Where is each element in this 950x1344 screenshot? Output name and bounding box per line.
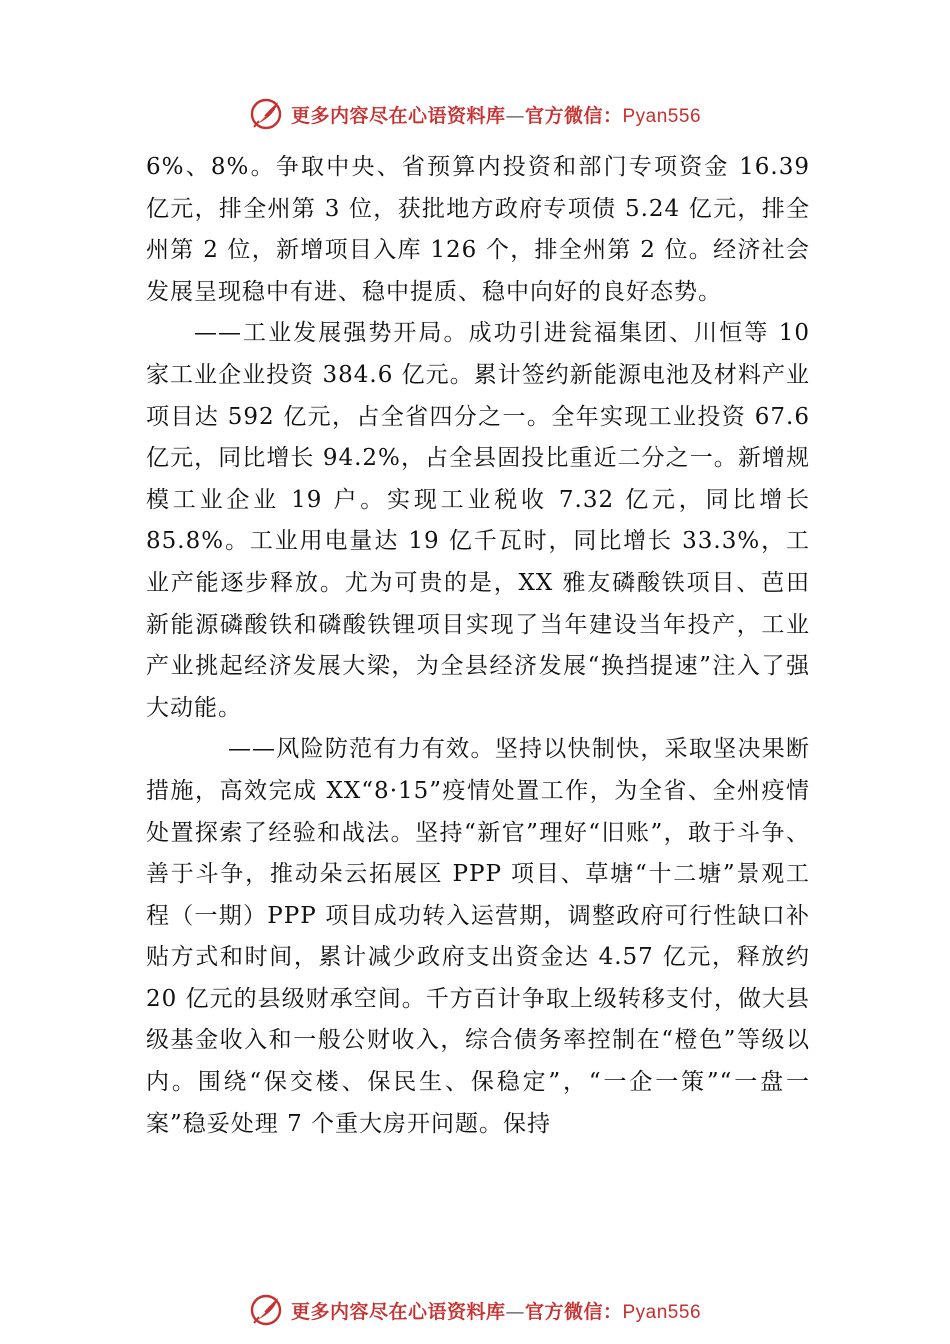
paragraph-economy-summary: 6%、8%。争取中央、省预算内投资和部门专项资金 16.39 亿元，排全州第 3 位，获批地方政府专项债 5.24 亿元，排全州第 2 位，新增项目入库 126 个，排全州第 2 位。经济社会发展呈现稳中有进、稳中提质、稳中向好的良好态势。: [146, 154, 810, 305]
paragraph-risk-prevention: ——风险防范有力有效。坚持以快制快，采取坚决果断措施，高效完成 XX“8·15”疫情处置工作，为全省、全州疫情处置探索了经验和战法。坚持“新官”理好“旧账”，敢于斗争、善于斗争，推动朵云拓展区 PPP 项目、草塘“十二塘”景观工程（一期）PPP 项目成功转入运营期，调整政府可行性缺口补贴方式和时间，累计减少政府支出资金达 4.57 亿元，释放约 20 亿元的县级财承空间。千方百计争取上级转移支付，做大县级基金收入和一般公财收入，综合债务率控制在“橙色”等级以内。围绕“保交楼、保民生、保稳定”，“一企一策”“一盘一案”稳妥处理 7 个重大房开问题。保持: [146, 736, 810, 1137]
footer-wechat-id: Pyan556: [622, 1301, 702, 1323]
footer-suffix: 官方微信：: [524, 1300, 623, 1323]
quill-pen-logo-icon: [249, 1293, 283, 1327]
header-wechat-id: Pyan556: [622, 105, 702, 127]
footer-watermark-text: [291, 1297, 701, 1324]
header-suffix: 官方微信：: [524, 104, 623, 127]
quill-pen-logo-icon: [249, 97, 283, 131]
header-dash: —: [505, 104, 525, 127]
header-watermark-text: [291, 101, 701, 128]
footer-banner: [0, 1288, 950, 1332]
footer-dash: —: [505, 1300, 525, 1323]
footer-prefix: 更多内容尽在心语资料库: [290, 1300, 506, 1323]
document-body: [146, 147, 810, 1145]
header-prefix: 更多内容尽在心语资料库: [290, 104, 506, 127]
paragraph-industry-development: ——工业发展强势开局。成功引进瓮福集团、川恒等 10 家工业企业投资 384.6 亿元。累计签约新能源电池及材料产业项目达 592 亿元，占全省四分之一。全年实现工业投资 67.6 亿元，同比增长 94.2%，占全县固投比重近二分之一。新增规模工业企业 19 户。实现工业税收 7.32 亿元，同比增长 85.8%。工业用电量达 19 亿千瓦时，同比增长 33.3%，工业产能逐步释放。尤为可贵的是，XX 雅友磷酸铁项目、芭田新能源磷酸铁和磷酸铁锂项目实现了当年建设当年投产，工业产业挑起经济发展大梁，为全县经济发展“换挡提速”注入了强大动能。: [146, 320, 810, 721]
header-banner: [0, 92, 950, 136]
